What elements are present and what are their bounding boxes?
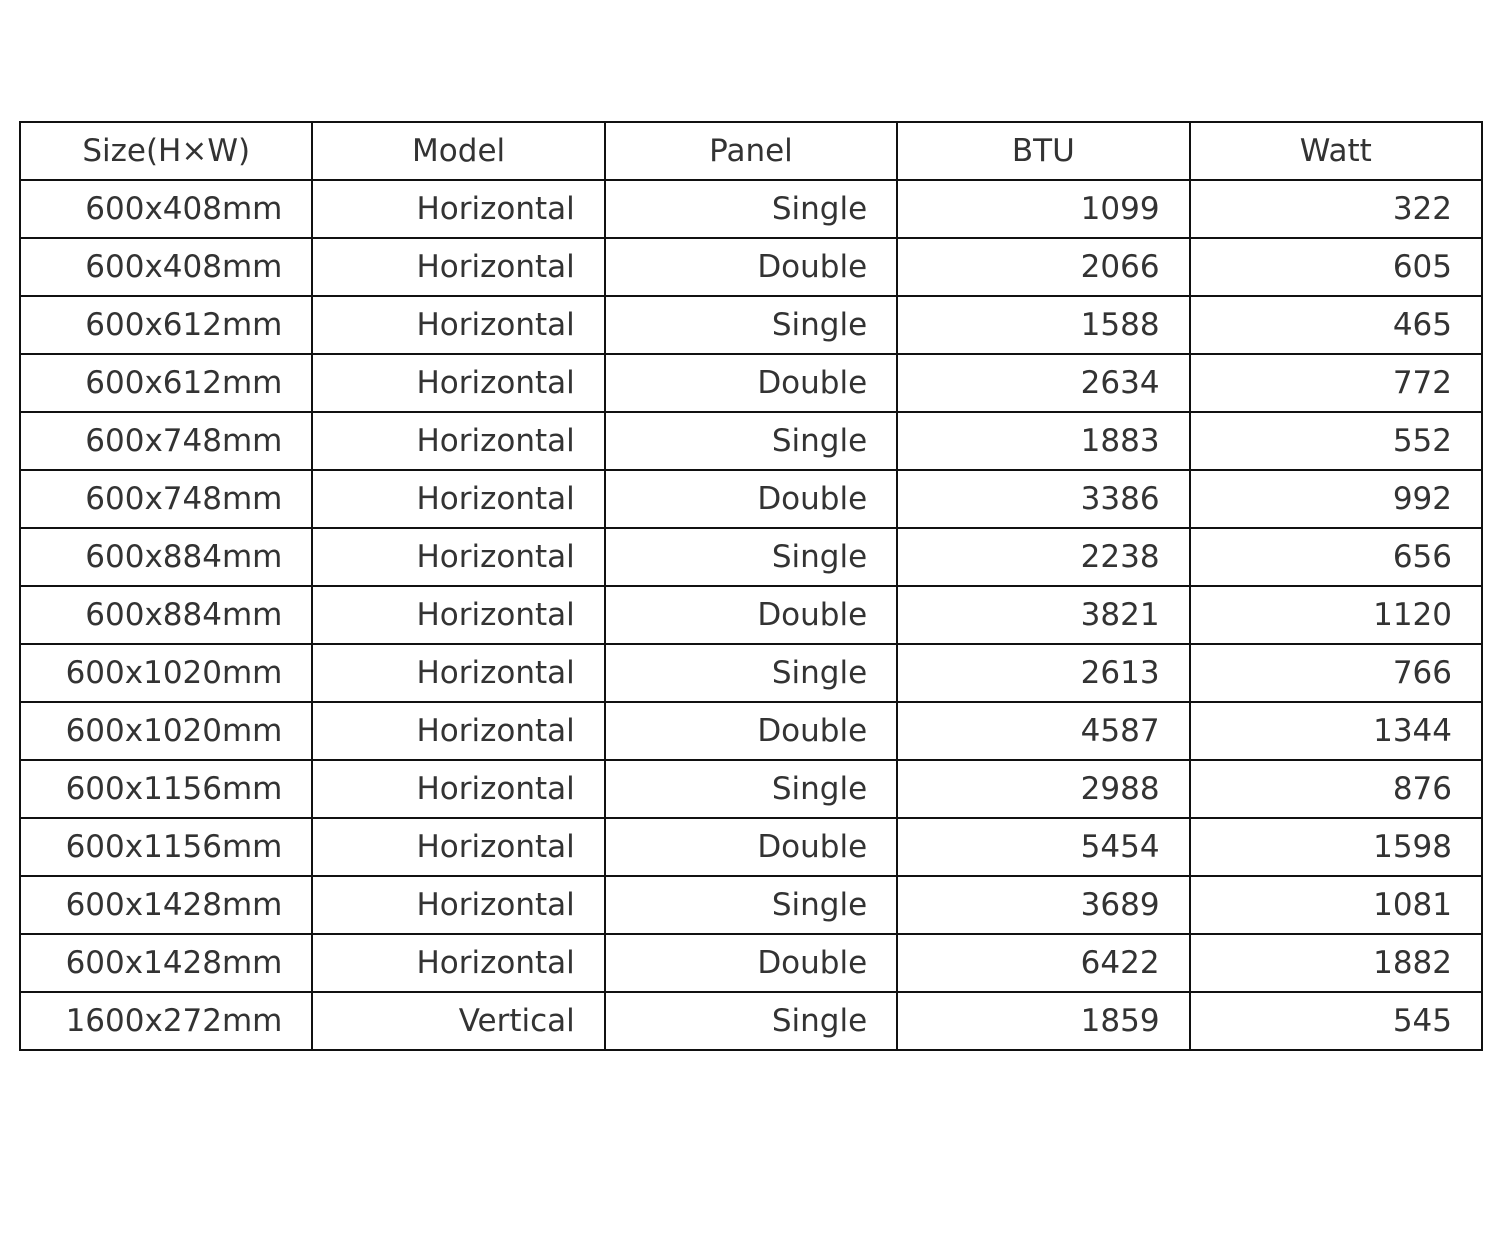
cell-btu: 2613 bbox=[897, 644, 1189, 702]
cell-btu: 6422 bbox=[897, 934, 1189, 992]
cell-watt: 1344 bbox=[1190, 702, 1482, 760]
cell-panel: Single bbox=[605, 644, 897, 702]
cell-size: 600x1020mm bbox=[20, 644, 312, 702]
cell-size: 600x408mm bbox=[20, 238, 312, 296]
header-model: Model bbox=[312, 122, 604, 180]
cell-btu: 1859 bbox=[897, 992, 1189, 1050]
table-row bbox=[20, 412, 1482, 470]
cell-panel: Double bbox=[605, 238, 897, 296]
cell-model: Horizontal bbox=[312, 238, 604, 296]
table-row bbox=[20, 528, 1482, 586]
cell-watt: 992 bbox=[1190, 470, 1482, 528]
cell-watt: 465 bbox=[1190, 296, 1482, 354]
header-panel: Panel bbox=[605, 122, 897, 180]
cell-btu: 2238 bbox=[897, 528, 1189, 586]
table-row bbox=[20, 586, 1482, 644]
table-row bbox=[20, 470, 1482, 528]
cell-model: Horizontal bbox=[312, 644, 604, 702]
table-row bbox=[20, 238, 1482, 296]
cell-panel: Single bbox=[605, 760, 897, 818]
table-row bbox=[20, 818, 1482, 876]
cell-model: Horizontal bbox=[312, 528, 604, 586]
cell-panel: Double bbox=[605, 818, 897, 876]
cell-model: Horizontal bbox=[312, 180, 604, 238]
cell-watt: 1882 bbox=[1190, 934, 1482, 992]
table-header-row bbox=[20, 122, 1482, 180]
cell-watt: 656 bbox=[1190, 528, 1482, 586]
table-row bbox=[20, 992, 1482, 1050]
radiator-spec-table bbox=[19, 121, 1483, 1051]
cell-size: 600x408mm bbox=[20, 180, 312, 238]
cell-model: Horizontal bbox=[312, 702, 604, 760]
cell-watt: 322 bbox=[1190, 180, 1482, 238]
cell-model: Horizontal bbox=[312, 296, 604, 354]
cell-watt: 766 bbox=[1190, 644, 1482, 702]
cell-panel: Double bbox=[605, 702, 897, 760]
cell-model: Horizontal bbox=[312, 412, 604, 470]
cell-btu: 3821 bbox=[897, 586, 1189, 644]
cell-model: Horizontal bbox=[312, 818, 604, 876]
cell-size: 600x1156mm bbox=[20, 818, 312, 876]
cell-model: Horizontal bbox=[312, 586, 604, 644]
cell-btu: 2634 bbox=[897, 354, 1189, 412]
cell-panel: Single bbox=[605, 528, 897, 586]
cell-panel: Double bbox=[605, 934, 897, 992]
cell-btu: 5454 bbox=[897, 818, 1189, 876]
table-row bbox=[20, 702, 1482, 760]
cell-model: Horizontal bbox=[312, 354, 604, 412]
cell-model: Vertical bbox=[312, 992, 604, 1050]
cell-panel: Single bbox=[605, 992, 897, 1050]
cell-size: 600x884mm bbox=[20, 586, 312, 644]
header-btu: BTU bbox=[897, 122, 1189, 180]
cell-size: 600x884mm bbox=[20, 528, 312, 586]
cell-size: 600x748mm bbox=[20, 412, 312, 470]
cell-model: Horizontal bbox=[312, 760, 604, 818]
cell-size: 1600x272mm bbox=[20, 992, 312, 1050]
cell-model: Horizontal bbox=[312, 470, 604, 528]
cell-watt: 605 bbox=[1190, 238, 1482, 296]
table-row bbox=[20, 876, 1482, 934]
cell-watt: 772 bbox=[1190, 354, 1482, 412]
table-body bbox=[20, 180, 1482, 1050]
cell-btu: 3386 bbox=[897, 470, 1189, 528]
cell-btu: 4587 bbox=[897, 702, 1189, 760]
cell-btu: 2988 bbox=[897, 760, 1189, 818]
cell-btu: 2066 bbox=[897, 238, 1189, 296]
cell-panel: Double bbox=[605, 470, 897, 528]
table-row bbox=[20, 644, 1482, 702]
cell-panel: Double bbox=[605, 586, 897, 644]
cell-watt: 1120 bbox=[1190, 586, 1482, 644]
cell-watt: 545 bbox=[1190, 992, 1482, 1050]
cell-size: 600x1428mm bbox=[20, 934, 312, 992]
cell-panel: Single bbox=[605, 180, 897, 238]
cell-size: 600x612mm bbox=[20, 296, 312, 354]
cell-btu: 3689 bbox=[897, 876, 1189, 934]
table-row bbox=[20, 180, 1482, 238]
cell-size: 600x1156mm bbox=[20, 760, 312, 818]
cell-model: Horizontal bbox=[312, 876, 604, 934]
table-row bbox=[20, 760, 1482, 818]
cell-model: Horizontal bbox=[312, 934, 604, 992]
cell-size: 600x1020mm bbox=[20, 702, 312, 760]
table-row bbox=[20, 296, 1482, 354]
cell-btu: 1588 bbox=[897, 296, 1189, 354]
cell-panel: Single bbox=[605, 876, 897, 934]
cell-btu: 1099 bbox=[897, 180, 1189, 238]
cell-size: 600x612mm bbox=[20, 354, 312, 412]
cell-size: 600x748mm bbox=[20, 470, 312, 528]
table-row bbox=[20, 354, 1482, 412]
cell-watt: 552 bbox=[1190, 412, 1482, 470]
cell-watt: 876 bbox=[1190, 760, 1482, 818]
table-row bbox=[20, 934, 1482, 992]
cell-panel: Single bbox=[605, 412, 897, 470]
cell-panel: Single bbox=[605, 296, 897, 354]
cell-btu: 1883 bbox=[897, 412, 1189, 470]
cell-panel: Double bbox=[605, 354, 897, 412]
cell-size: 600x1428mm bbox=[20, 876, 312, 934]
cell-watt: 1598 bbox=[1190, 818, 1482, 876]
header-watt: Watt bbox=[1190, 122, 1482, 180]
cell-watt: 1081 bbox=[1190, 876, 1482, 934]
header-size: Size(H×W) bbox=[20, 122, 312, 180]
